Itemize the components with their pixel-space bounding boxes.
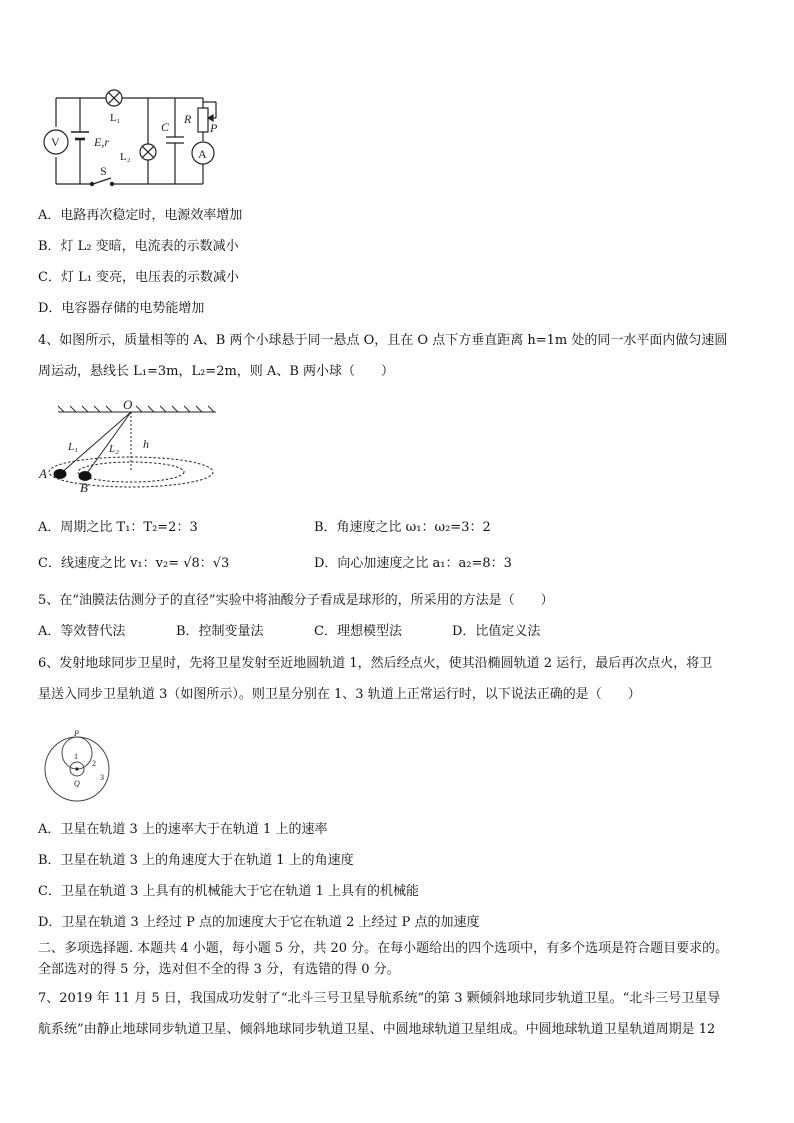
point-p-label: P (74, 729, 79, 738)
l2-label: L₂ (109, 443, 119, 455)
q4-stem-line2: 周运动，悬线长 L₁=3m，L₂=2m，则 A、B 两小球（ ） (38, 364, 395, 379)
q3-option-d: D．电容器存储的电势能增加 (38, 301, 205, 316)
q6-option-b: B．卫星在轨道 3 上的角速度大于在轨道 1 上的角速度 (38, 853, 354, 868)
q5-option-c: C．理想模型法 (314, 624, 402, 639)
q5-option-d: D．比值定义法 (452, 624, 541, 639)
q6-option-c: C．卫星在轨道 3 上具有的机械能大于它在轨道 1 上具有的机械能 (38, 884, 420, 899)
h-label: h (143, 437, 149, 451)
q5-option-b: B．控制变量法 (176, 624, 264, 639)
q6-option-d: D．卫星在轨道 3 上经过 P 点的加速度大于它在轨道 2 上经过 P 点的加速度 (38, 915, 480, 930)
q4-option-c: C．线速度之比 v₁：v₂= √8：√3 (38, 556, 230, 571)
q3-option-b: B．灯 L₂ 变暗，电流表的示数减小 (38, 239, 239, 254)
resistor-label: R (184, 112, 192, 126)
orbit-2-label: 2 (92, 759, 96, 768)
l1-label: L₁ (68, 441, 78, 453)
capacitor-label: C (161, 120, 170, 134)
q6-option-a: A．卫星在轨道 3 上的速率大于在轨道 1 上的速率 (38, 822, 328, 837)
ball-a-label: A (39, 466, 47, 481)
slider-label: P (210, 121, 218, 135)
section2-line1: 二、多项选择题. 本题共 4 小题，每小题 5 分，共 20 分。在每小题给出的四个选项中，有多个选项是符合题目要求的。 (38, 941, 729, 956)
point-q-label: Q (74, 779, 80, 788)
lamp-l1-label: L₁ (110, 112, 121, 124)
pivot-o-label: O (123, 397, 133, 412)
q3-option-c: C．灯 L₁ 变亮，电压表的示数减小 (38, 270, 240, 285)
q6-stem-line1: 6、发射地球同步卫星时，先将卫星发射至近地圆轨道 1，然后经点火，使其沿椭圆轨道 2 运行，最后再次点火，将卫 (38, 656, 713, 671)
q5-stem: 5、在“油膜法估测分子的直径”实验中将油酸分子看成是球形的，所采用的方法是（ ） (38, 593, 554, 608)
q4-stem-line1: 4、如图所示，质量相等的 A、B 两个小球悬于同一悬点 O，且在 O 点下方垂直距离 h=1m 处的同一水平面内做匀速圆 (38, 333, 728, 348)
ball-b-label: B (80, 480, 88, 495)
orbit-3-label: 3 (100, 773, 104, 782)
q5-option-a: A．等效替代法 (38, 624, 126, 639)
source-label: E,r (94, 135, 109, 149)
q7-line2: 航系统”由静止地球同步轨道卫星、倾斜地球同步轨道卫星、中圆地球轨道卫星组成。中圆地球轨道卫星轨道周期是 12 (38, 1022, 716, 1037)
orbit-1-label: 1 (74, 752, 78, 761)
q6-stem-line2: 星送入同步卫星轨道 3（如图所示）。则卫星分别在 1、3 轨道上正常运行时，以下说法正确的是（ ） (38, 687, 641, 702)
circuit-diagram (38, 84, 228, 188)
orbit-diagram (38, 722, 118, 808)
q7-line1: 7、2019 年 11 月 5 日，我国成功发射了“北斗三号卫星导航系统”的第 3 颗倾斜地球同步轨道卫星。“北斗三号卫星导 (38, 991, 721, 1006)
section2-line2: 全部选对的得 5 分，选对但不全的得 3 分，有选错的得 0 分。 (38, 962, 400, 977)
ammeter-label: A (198, 147, 207, 161)
q4-option-a: A．周期之比 T₁：T₂=2：3 (38, 520, 198, 535)
pendulum-diagram (38, 396, 238, 496)
q4-option-d: D．向心加速度之比 a₁：a₂=8：3 (314, 556, 512, 571)
lamp-l2-label: L₂ (120, 151, 131, 163)
q4-option-b: B．角速度之比 ω₁：ω₂=3：2 (314, 520, 491, 535)
q3-option-a: A．电路再次稳定时，电源效率增加 (38, 208, 243, 223)
voltmeter-label: V (51, 135, 60, 149)
switch-label: S (100, 164, 107, 178)
